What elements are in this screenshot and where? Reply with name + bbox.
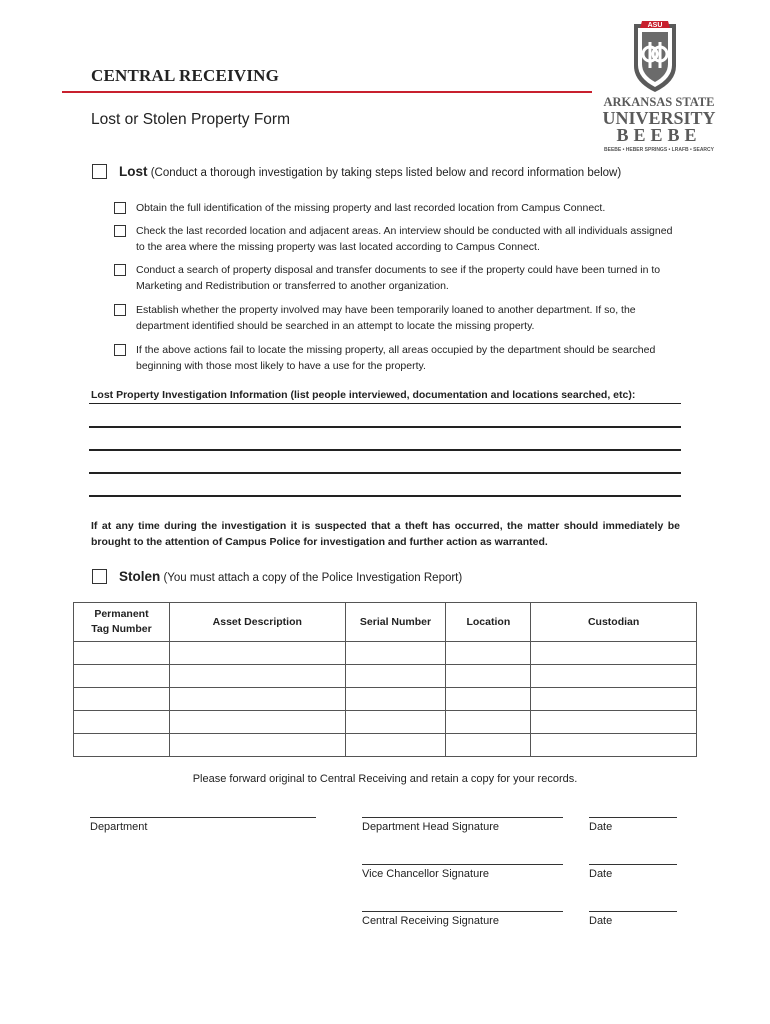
table-cell[interactable] <box>169 642 345 665</box>
logo-badge-text: ASU <box>647 22 663 29</box>
table-cell[interactable] <box>345 642 446 665</box>
table-cell[interactable] <box>74 688 170 711</box>
date-label-1: Date <box>589 821 613 833</box>
table-row <box>74 711 697 734</box>
table-row <box>74 665 697 688</box>
col-asset-description: Asset Description <box>169 603 345 642</box>
investigation-line-4[interactable] <box>89 495 681 497</box>
form-title: CENTRAL RECEIVING <box>91 66 280 85</box>
vice-chancellor-label: Vice Chancellor Signature <box>362 868 489 880</box>
step-2-text: Check the last recorded location and adjacent areas. An interview should be conducted with all individuals assigned to the area where the missing property was last located according to Campus Connect. <box>136 225 673 253</box>
stolen-label: Stolen <box>119 569 161 584</box>
table-cell[interactable] <box>169 734 345 757</box>
asset-table <box>73 602 697 757</box>
table-cell[interactable] <box>531 665 697 688</box>
central-receiving-signature-line[interactable] <box>362 911 563 912</box>
university-shield-icon <box>590 14 730 154</box>
table-row <box>74 734 697 757</box>
table-cell[interactable] <box>169 688 345 711</box>
department-signature-line[interactable] <box>90 817 316 818</box>
step-2-checkbox[interactable] <box>114 225 126 237</box>
table-cell[interactable] <box>345 734 446 757</box>
table-header-row <box>74 603 697 642</box>
table-cell[interactable] <box>74 642 170 665</box>
date-label-2: Date <box>589 868 613 880</box>
table-cell[interactable] <box>446 711 531 734</box>
step-4-checkbox[interactable] <box>114 304 126 316</box>
investigation-line-1[interactable] <box>89 426 681 428</box>
col-location: Location <box>446 603 531 642</box>
stolen-instruction: (You must attach a copy of the Police Investigation Report) <box>163 572 463 584</box>
vice-chancellor-signature-line[interactable] <box>362 864 563 865</box>
lost-instruction: (Conduct a thorough investigation by taking steps listed below and record information below) <box>150 167 622 179</box>
table-cell[interactable] <box>446 688 531 711</box>
table-cell[interactable] <box>345 688 446 711</box>
stolen-section-heading <box>119 569 462 584</box>
date-label-3: Date <box>589 915 613 927</box>
table-cell[interactable] <box>531 642 697 665</box>
step-4-text: Establish whether the property involved may have been temporarily loaned to another department. If so, the department identified should be searched in an attempt to locate the missing property. <box>136 304 636 332</box>
dept-head-signature-line[interactable] <box>362 817 563 818</box>
table-cell[interactable] <box>169 711 345 734</box>
lost-label: Lost <box>119 164 148 179</box>
table-cell[interactable] <box>74 734 170 757</box>
col-serial-number: Serial Number <box>345 603 446 642</box>
investigation-line-3[interactable] <box>89 472 681 474</box>
table-row <box>74 642 697 665</box>
table-cell[interactable] <box>531 711 697 734</box>
dept-head-label: Department Head Signature <box>362 821 499 833</box>
step-5-checkbox[interactable] <box>114 344 126 356</box>
lost-checkbox[interactable] <box>92 164 107 179</box>
table-cell[interactable] <box>446 734 531 757</box>
asu-beebe-logo <box>590 14 730 154</box>
table-cell[interactable] <box>531 734 697 757</box>
table-cell[interactable] <box>345 665 446 688</box>
date-line-3[interactable] <box>589 911 677 912</box>
theft-warning: If at any time during the investigation it is suspected that a theft has occurred, the matter should immediately be brought to the attention of Campus Police for investigation and further action as warranted. <box>91 520 680 548</box>
form-subtitle: Lost or Stolen Property Form <box>91 111 290 128</box>
title-divider <box>62 91 592 93</box>
lost-section-heading <box>119 164 621 179</box>
table-cell[interactable] <box>345 711 446 734</box>
logo-line2: UNIVERSITY <box>602 108 716 128</box>
step-3-text: Conduct a search of property disposal and transfer documents to see if the property could have been turned in to Marketing and Redistribution or transferred to another organization. <box>136 264 661 292</box>
central-receiving-label: Central Receiving Signature <box>362 915 499 927</box>
table-cell[interactable] <box>446 665 531 688</box>
date-line-1[interactable] <box>589 817 677 818</box>
col-custodian: Custodian <box>531 603 697 642</box>
investigation-line-0 <box>89 403 681 404</box>
table-row <box>74 688 697 711</box>
table-cell[interactable] <box>169 665 345 688</box>
logo-campuses: BEEBE • HEBER SPRINGS • LRAFB • SEARCY <box>604 147 714 153</box>
stolen-checkbox[interactable] <box>92 569 107 584</box>
date-line-2[interactable] <box>589 864 677 865</box>
step-3-checkbox[interactable] <box>114 264 126 276</box>
step-1-text: Obtain the full identification of the missing property and last recorded location from Campus Connect. <box>136 202 606 214</box>
table-cell[interactable] <box>74 711 170 734</box>
logo-line1: ARKANSAS STATE <box>603 95 715 109</box>
department-label: Department <box>90 821 148 833</box>
investigation-line-2[interactable] <box>89 449 681 451</box>
logo-line3: BEEBE <box>616 125 702 145</box>
table-cell[interactable] <box>531 688 697 711</box>
investigation-heading: Lost Property Investigation Information (list people interviewed, documentation and locations searched, etc): <box>91 389 636 401</box>
table-cell[interactable] <box>74 665 170 688</box>
forward-note: Please forward original to Central Receiving and retain a copy for your records. <box>192 773 578 785</box>
table-cell[interactable] <box>446 642 531 665</box>
col-tag-number: Permanent Tag Number <box>74 603 170 642</box>
step-5-text: If the above actions fail to locate the missing property, all areas occupied by the department should be searched beginning with those most likely to have a use for the property. <box>136 344 656 372</box>
step-1-checkbox[interactable] <box>114 202 126 214</box>
